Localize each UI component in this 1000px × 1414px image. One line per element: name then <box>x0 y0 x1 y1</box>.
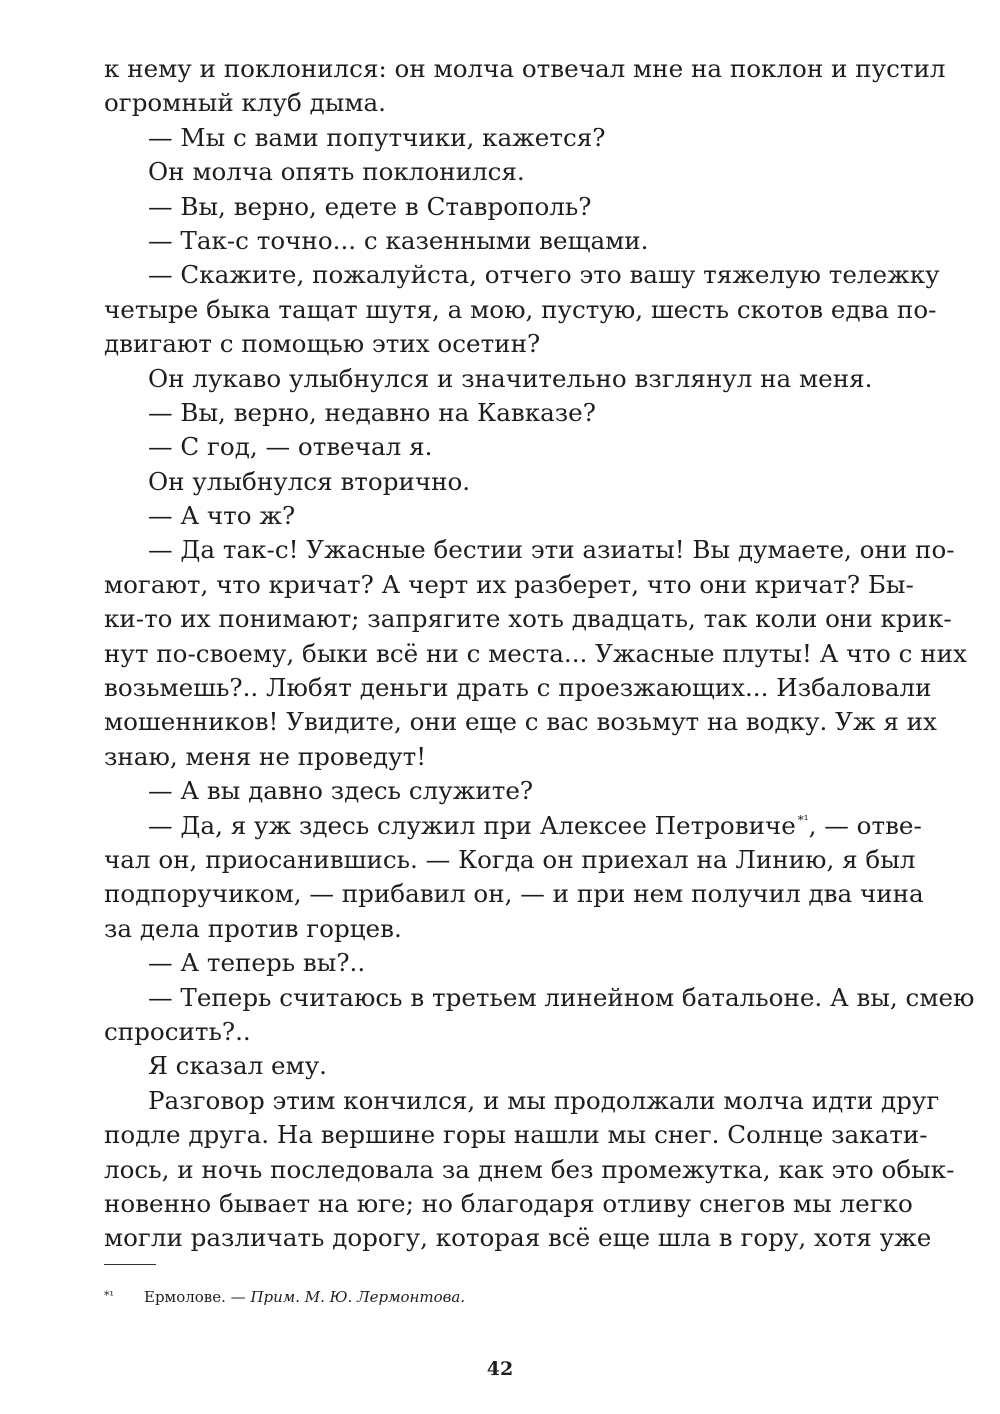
text-line: Он молча опять поклонился. <box>148 157 525 187</box>
text-line: ки-то их понимают; запрягите хоть двадцать, так коли они крик- <box>104 604 952 634</box>
footnote-mark: *¹ <box>104 1289 114 1302</box>
text-line: нут по-своему, быки всё ни с места... Ужасные плуты! А что с них <box>104 638 967 668</box>
footnote <box>104 1286 896 1307</box>
page-number: 42 <box>486 1358 514 1380</box>
text-line: — Так-с точно... с казенными вещами. <box>148 225 649 255</box>
footnote-text: Ермолове. — <box>144 1288 251 1306</box>
text-line: возьмешь?.. Любят деньги драть с проезжающих... Избаловали <box>104 673 932 703</box>
text-line: чал он, приосанившись. — Когда он приехал на Линию, я был <box>104 844 916 874</box>
footnote-reference[interactable]: *¹ <box>797 812 809 827</box>
text-line: — С год, — отвечал я. <box>148 432 433 462</box>
text-line: подле друга. На вершине горы нашли мы снег. Солнце закати- <box>104 1120 928 1150</box>
text-line: новенно бывает на юге; но благодаря отливу снегов мы легко <box>104 1188 913 1218</box>
text-line: могают, что кричат? А черт их разберет, что они кричат? Бы- <box>104 569 914 599</box>
text-line-segment: — Да, я уж здесь служил при Алексее Петровиче <box>148 810 796 840</box>
footnote-source: Прим. М. Ю. Лермонтова. <box>250 1288 466 1306</box>
footnote-divider <box>104 1264 156 1265</box>
text-line: двигают с помощью этих осетин? <box>104 329 541 359</box>
text-line: Разговор этим кончился, и мы продолжали молча идти друг <box>148 1085 940 1115</box>
text-line: — Да так-с! Ужасные бестии эти азиаты! Вы думаете, они по- <box>148 535 955 565</box>
text-line: — Вы, верно, едете в Ставрополь? <box>148 191 592 221</box>
text-line: могли различать дорогу, которая всё еще шла в гору, хотя уже <box>104 1223 932 1253</box>
text-line: — Скажите, пожалуйста, отчего это вашу тяжелую тележку <box>148 260 940 290</box>
text-line: — А теперь вы?.. <box>148 948 366 978</box>
text-line: мошенников! Увидите, они еще с вас возьмут на водку. Уж я их <box>104 707 937 737</box>
text-line: — Теперь считаюсь в третьем линейном батальоне. А вы, смею <box>148 982 975 1012</box>
text-line-segment: , — отве- <box>808 810 922 840</box>
text-line: Я сказал ему. <box>148 1051 327 1081</box>
text-line: — А вы давно здесь служите? <box>148 776 534 806</box>
text-line: — Мы с вами попутчики, кажется? <box>148 122 606 152</box>
text-line: огромный клуб дыма. <box>104 88 386 118</box>
text-line: четыре быка тащат шутя, а мою, пустую, шесть скотов едва по- <box>104 294 937 324</box>
text-line: — Вы, верно, недавно на Кавказе? <box>148 397 596 427</box>
text-line: к нему и поклонился: он молча отвечал мне на поклон и пустил <box>104 54 946 83</box>
main-text <box>104 52 975 1256</box>
text-line: лось, и ночь последовала за днем без промежутка, как это обык- <box>104 1154 955 1184</box>
text-line: за дела против горцев. <box>104 913 402 943</box>
text-line <box>104 809 922 843</box>
text-line: знаю, меня не проведут! <box>104 741 427 771</box>
text-line: Он улыбнулся вторично. <box>148 466 471 496</box>
text-line: — А что ж? <box>148 501 296 531</box>
text-line: Он лукаво улыбнулся и значительно взглянул на меня. <box>148 363 873 393</box>
text-line: спросить?.. <box>104 1016 251 1046</box>
text-line: подпоручиком, — прибавил он, — и при нем получил два чина <box>104 879 924 909</box>
